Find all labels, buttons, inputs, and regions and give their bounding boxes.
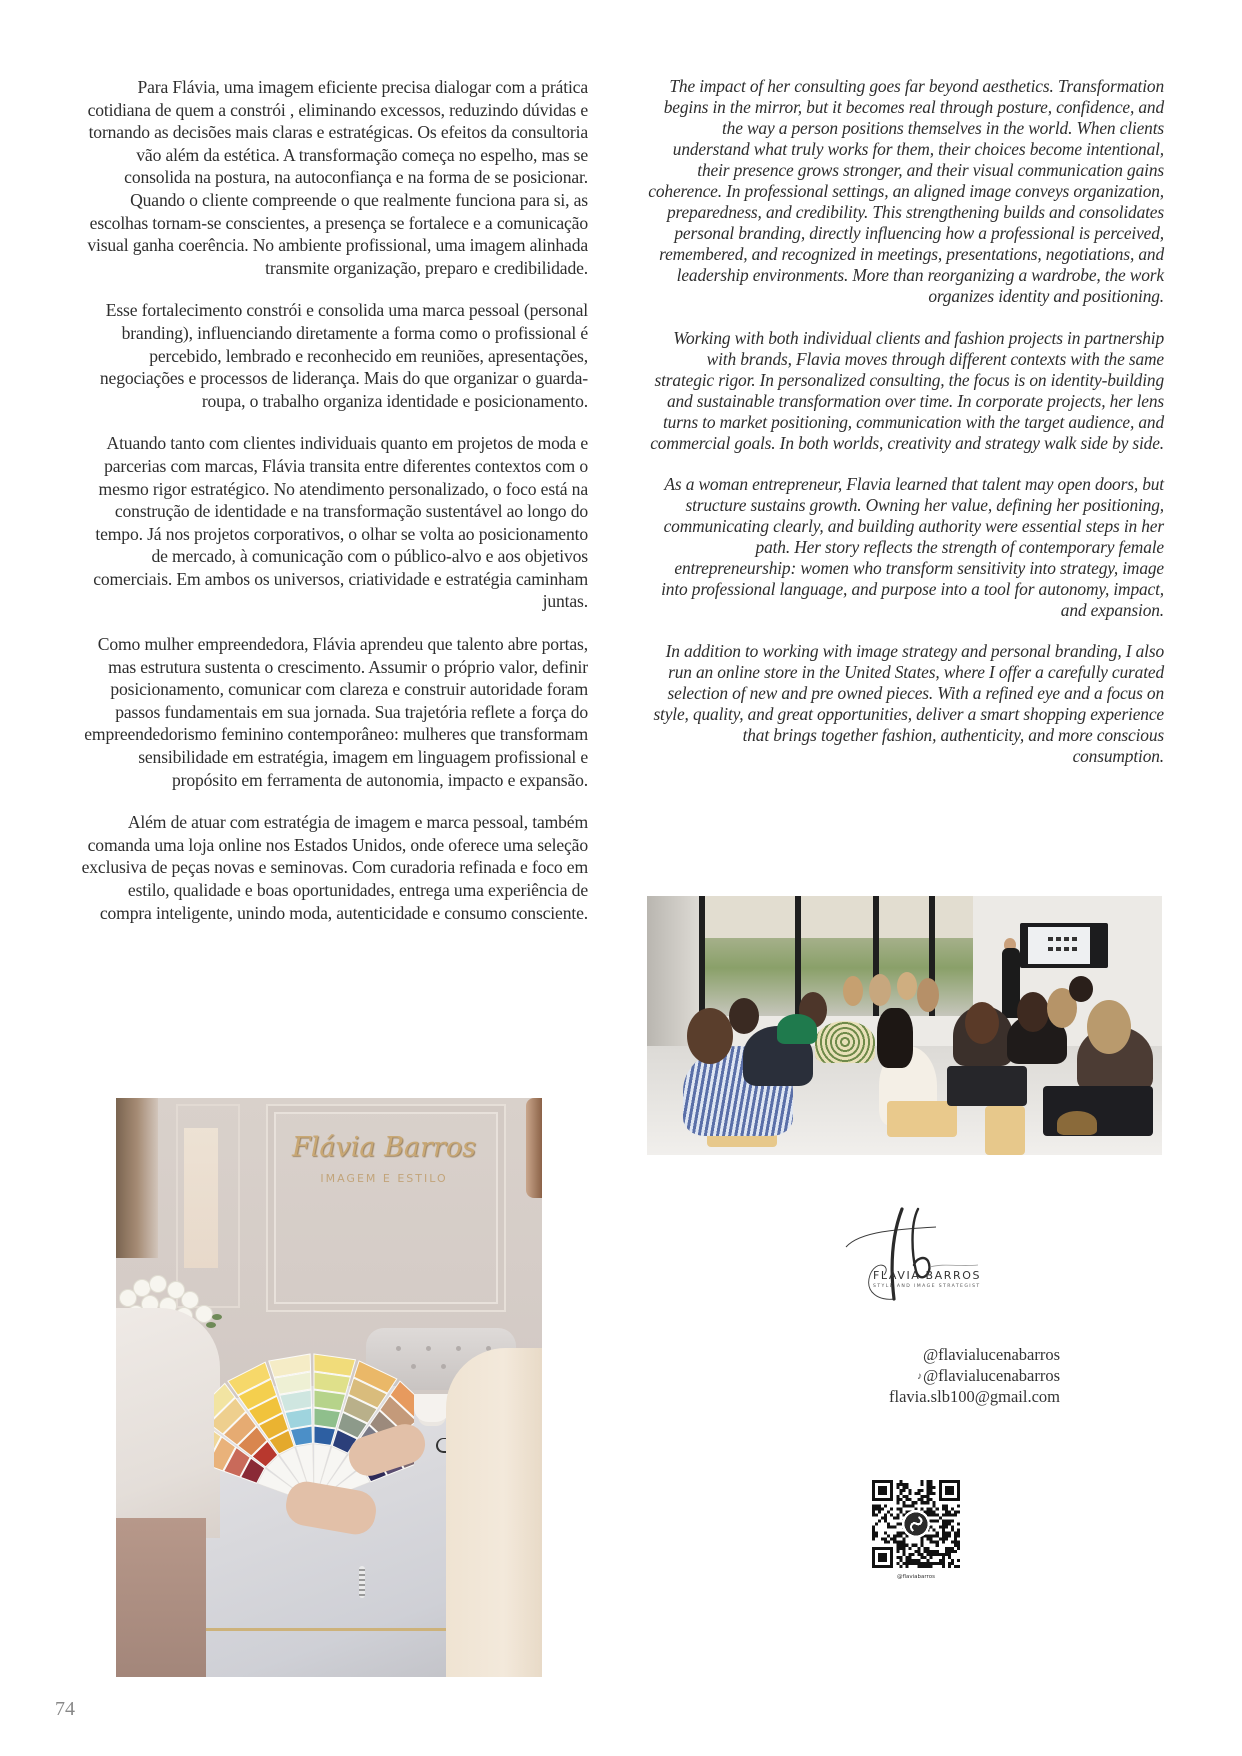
color-swatch xyxy=(314,1426,336,1445)
audience-member xyxy=(917,978,939,1012)
color-swatch-fan xyxy=(214,1336,414,1506)
audience-member xyxy=(843,976,863,1006)
audience-member xyxy=(777,1014,817,1044)
consultant-person xyxy=(526,1098,542,1198)
audience-member xyxy=(965,1002,999,1044)
tiktok-handle-text: @flavialucenabarros xyxy=(922,1365,1060,1385)
qr-caption: @flaviabarros xyxy=(897,1574,935,1580)
page-number: 74 xyxy=(55,1698,75,1720)
audience-member xyxy=(869,974,891,1006)
client-person xyxy=(116,1098,158,1258)
consultant-person xyxy=(446,1348,542,1677)
client-person xyxy=(116,1518,206,1677)
audience-member xyxy=(687,1008,733,1064)
email-address[interactable] xyxy=(840,1387,1060,1408)
article-column-english xyxy=(648,76,1164,787)
consultation-photo xyxy=(116,1098,542,1677)
color-swatch xyxy=(314,1408,341,1428)
chair xyxy=(947,1066,1027,1106)
email-address-text: flavia.slb100@gmail.com xyxy=(889,1387,1060,1406)
qr-code[interactable] xyxy=(872,1480,960,1568)
article-column-portuguese xyxy=(78,76,588,944)
audience-member xyxy=(897,972,917,1000)
handbag xyxy=(1057,1111,1097,1135)
wall-sign-name: Flávia Barros xyxy=(292,1132,476,1163)
logo-name: FLAVIA BARROS xyxy=(873,1269,982,1282)
coffee-cup xyxy=(414,1394,450,1422)
audience-member xyxy=(1017,992,1049,1032)
color-swatch xyxy=(291,1426,313,1446)
paragraph: The impact of her consulting goes far beyond aesthetics. Transformation begins in the mirror, but it becomes real through posture, confidence, and the way a person positions themselves in the world. When clients understand what truly works for them, their choices become intentional, their presence grows stronger, and their visual communication gains coherence. In professional settings, an aligned image conveys organization, preparedness, and credibility. This strengthening builds and consolidates personal branding, directly influencing how a professional is perceived, remembered, and recognized in meetings, presentations, negotiations, and leadership environments. More than reorganizing a wardrobe, the work organizes identity and positioning. xyxy=(648,76,1164,306)
paragraph: In addition to working with image strategy and personal branding, I also run an online store in the United States, where I offer a carefully curated selection of new and pre owned pieces. With a refined eye and a focus on style, quality, and great opportunities, deliver a smart shopping experience that brings together fashion, authenticity, and more conscious consumption. xyxy=(653,641,1164,766)
workshop-photo xyxy=(647,896,1162,1155)
contact-info xyxy=(840,1345,1060,1408)
paragraph: Além de atuar com estratégia de imagem e marca pessoal, também comanda uma loja online nos Estados Unidos, onde oferece uma seleção exclusiva de peças novas e seminovas. Com curadoria refinada e foco em estilo, qualidade e boas oportunidades, entrega uma experiência de compra inteligente, unindo moda, autenticidade e consumo consciente. xyxy=(81,812,588,923)
audience-member xyxy=(1087,1000,1131,1054)
flavia-barros-logo xyxy=(840,1205,980,1305)
audience-member xyxy=(877,1008,913,1068)
paragraph: Atuando tanto com clientes individuais quanto em projetos de moda e parcerias com marcas, Flávia transita entre diferentes contextos com o mesmo rigor estratégico. No atendimento personalizado, o foco está na construção de identidade e na transformação sustentável ao longo do tempo. Já nos projetos corporativos, o olhar se volta ao posicionamento de mercado, à comunicação com o público-alvo e aos objetivos comerciais. Em ambos os universos, criatividade e estratégia caminham juntas. xyxy=(93,433,588,612)
audience-member xyxy=(1069,976,1093,1002)
tiktok-icon: ♪ xyxy=(916,1370,922,1382)
instagram-handle[interactable] xyxy=(840,1345,1060,1366)
window-light xyxy=(184,1128,218,1268)
logo-tagline: STYLE AND IMAGE STRATEGIST xyxy=(873,1284,981,1289)
chair xyxy=(985,1106,1025,1155)
audience-member xyxy=(729,998,759,1034)
paragraph: Working with both individual clients and fashion projects in partnership with brands, Flavia moves through different contexts with the same strategic rigor. In personalized consulting, the focus is on identity-building and sustainable transformation over time. In corporate projects, her lens turns to market positioning, communication with the target audience, and commercial goals. In both worlds, creativity and strategy walk side by side. xyxy=(650,328,1164,453)
instagram-handle-text: @flavialucenabarros xyxy=(922,1345,1060,1364)
audience-member xyxy=(815,1021,875,1063)
paragraph: Para Flávia, uma imagem eficiente precisa dialogar com a prática cotidiana de quem a constrói , eliminando excessos, reduzindo dúvidas e tornando as decisões mais claras e estratégicas. Os efeitos da consultoria vão além da estética. A transformação começa no espelho, mas se consolida na postura, na autoconfiança e na forma de se posicionar. Quando o cliente compreende o que realmente funciona para si, as escolhas tornam-se conscientes, a presença se fortalece e a comunicação visual ganha coerência. No ambiente profissional, uma imagem alinhada transmite organização, preparo e credibilidade. xyxy=(87,77,588,278)
paragraph: Esse fortalecimento constrói e consolida uma marca pessoal (personal branding), influenciando diretamente a forma como o profissional é percebido, lembrado e reconhecido em reuniões, apresentações, negociações e processos de liderança. Mais do que organizar o guarda-roupa, o trabalho organiza identidade e posicionamento. xyxy=(99,300,588,411)
tv-screen xyxy=(1020,923,1108,968)
tiktok-handle[interactable] xyxy=(840,1366,1060,1388)
bracelet xyxy=(359,1566,365,1598)
paragraph: Como mulher empreendedora, Flávia aprendeu que talento abre portas, mas estrutura sustenta o crescimento. Assumir o próprio valor, definir posicionamento, comunicar com clareza e construir autoridade foram passos fundamentais em sua jornada. Sua trajetória reflete a força do empreendedorismo feminino contemporâneo: mulheres que transformam sensibilidade em estratégia, imagem em linguagem profissional e propósito em ferramenta de autonomia, impacto e expansão. xyxy=(84,634,588,790)
paragraph: As a woman entrepreneur, Flavia learned that talent may open doors, but structure sustains growth. Owning her value, defining her positioning, communicating clearly, and building authority were essential steps in her path. Her story reflects the strength of contemporary female entrepreneurship: women who transform sensitivity into strategy, image into professional language, and purpose into a tool for autonomy, impact, and expansion. xyxy=(661,474,1164,620)
wall-sign-subtitle: IMAGEM E ESTILO xyxy=(320,1172,448,1185)
chair xyxy=(887,1101,957,1137)
client-person xyxy=(116,1308,220,1538)
